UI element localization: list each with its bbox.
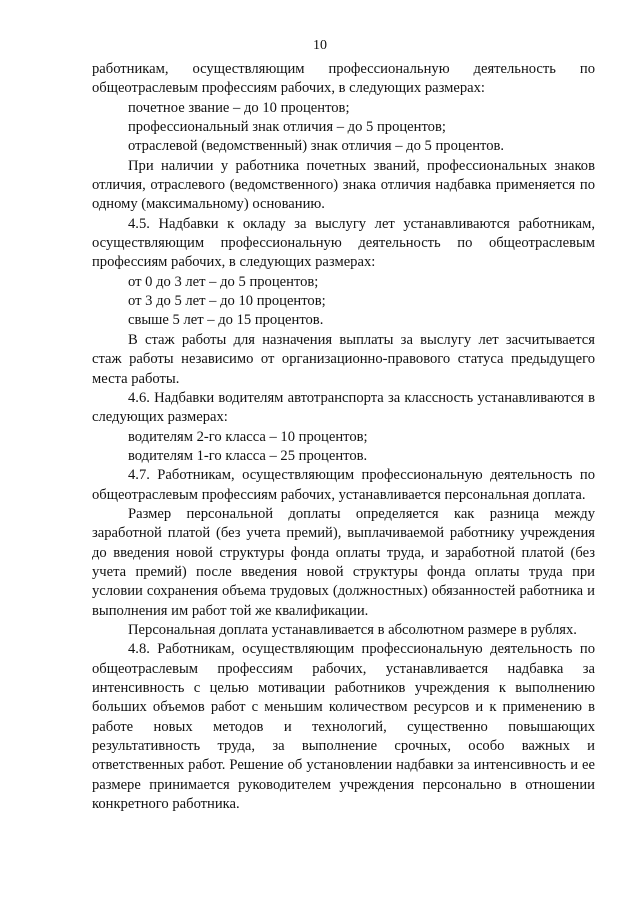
paragraph: При наличии у работника почетных званий, профессиональных знаков отличия, отраслевого (ведомственного) знака отличия надбавка применяется по одному (максимальному) основанию. bbox=[92, 157, 595, 213]
paragraph: В стаж работы для назначения выплаты за выслугу лет засчитывается стаж работы независимо от организационно-правового статуса предыдущего места работы. bbox=[92, 331, 595, 387]
document-body bbox=[92, 60, 595, 814]
paragraph: Размер персональной доплаты определяется как разница между заработной платой (без учета премий), выплачиваемой работнику учреждения до введения новой структуры фонда оплаты труда, и заработной платой (без учета премий) после введения новой структуры фонда оплаты труда при условии сохранения объема трудовых (должностных) обязанностей работника и выполнения им работ той же квалификации. bbox=[92, 505, 595, 619]
paragraph: Персональная доплата устанавливается в абсолютном размере в рублях. bbox=[128, 621, 577, 638]
list-item: отраслевой (ведомственный) знак отличия – до 5 процентов. bbox=[128, 138, 505, 155]
paragraph-section-4-7: 4.7. Работникам, осуществляющим профессиональную деятельность по общеотраслевым профессиям рабочих, устанавливается персональная доплата. bbox=[92, 467, 595, 503]
list-item: почетное звание – до 10 процентов; bbox=[128, 99, 350, 116]
list-item: от 0 до 3 лет – до 5 процентов; bbox=[128, 273, 319, 290]
paragraph-continuation: работникам, осуществляющим профессиональную деятельность по общеотраслевым профессиям рабочих, в следующих размерах: bbox=[92, 61, 595, 97]
list-item: водителям 2-го класса – 10 процентов; bbox=[128, 428, 368, 445]
paragraph-section-4-8: 4.8. Работникам, осуществляющим профессиональную деятельность по общеотраслевым профессиям рабочих, устанавливается надбавка за интенсивность с целью мотивации работников учреждения к выполнению больших объемов работ с меньшим количеством ресурсов и к применению в работе новых методов и технологий, существенно повышающих результативность труда, за выполнение срочных, особо важных и ответственных работ. Решение об установлении надбавки за интенсивность и ее размере принимается руководителем учреждения персонально в отношении конкретного работника. bbox=[92, 641, 595, 813]
page-number: 10 bbox=[313, 38, 327, 53]
list-item: водителям 1-го класса – 25 процентов. bbox=[128, 447, 368, 464]
paragraph-section-4-6: 4.6. Надбавки водителям автотранспорта за классность устанавливаются в следующих размерах: bbox=[92, 389, 595, 426]
list-item: профессиональный знак отличия – до 5 процентов; bbox=[128, 119, 446, 136]
paragraph-section-4-5: 4.5. Надбавки к окладу за выслугу лет устанавливаются работникам, осуществляющим профессиональную деятельность по общеотраслевым профессиям рабочих, в следующих размерах: bbox=[92, 215, 595, 271]
list-item: от 3 до 5 лет – до 10 процентов; bbox=[128, 293, 326, 310]
list-item: свыше 5 лет – до 15 процентов. bbox=[128, 312, 324, 329]
